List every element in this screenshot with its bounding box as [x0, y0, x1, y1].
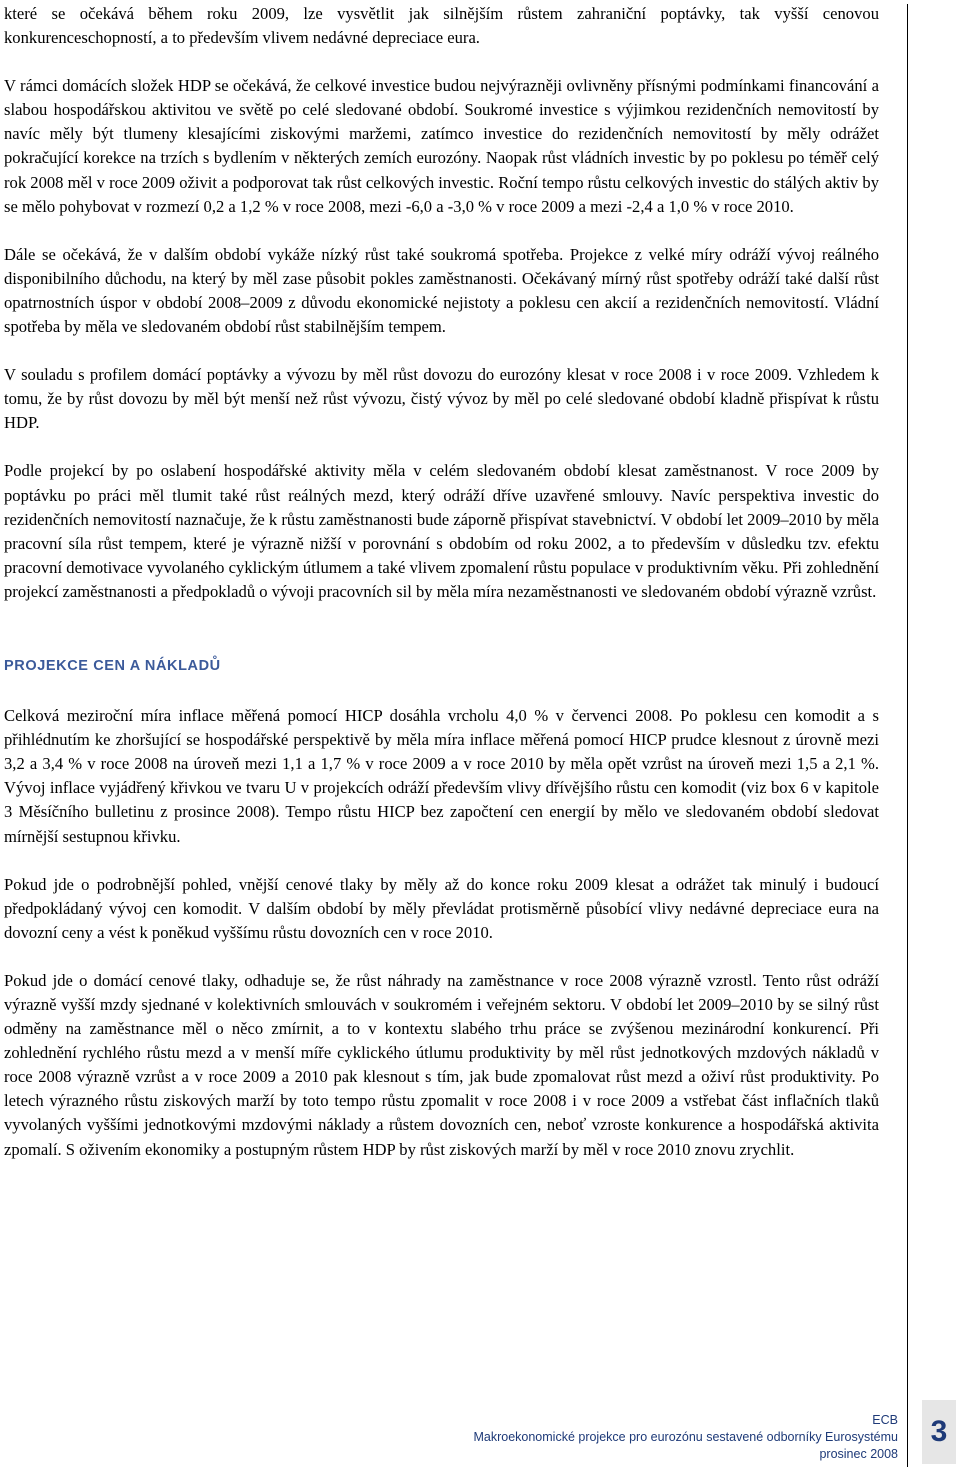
paragraph-inflation: Celková meziroční míra inflace měřená pomocí HICP dosáhla vrcholu 4,0 % v červenci 2008. Po poklesu cen komodit a s přihlédnutím ke zhoršující se hospodářské perspektivě by měla míra inflace měřená pomocí HICP prudce klesnout z úrovně mezi 3,2 a 3,4 % v roce 2008 na úroveň mezi 1,1 a 1,7 % v roce 2009 a v roce 2010 by měla opět vzrůst na úroveň mezi 1,5 a 2,1 %. Vývoj inflace vyjádřený křivkou ve tvaru U v projekcích odráží především vlivy dřívějšího růstu cen komodit (viz box 6 v kapitole 3 Měsíčního bulletinu z prosince 2008). Tempo růstu HICP bez započtení cen energií by mělo ve sledovaném období sledovat mírnější sestupnou křivku.	[4, 706, 879, 846]
page-footer	[473, 1412, 898, 1463]
footer-date: prosinec 2008	[819, 1447, 898, 1461]
paragraph-imports: V souladu s profilem domácí poptávky a vývozu by měl růst dovozu do eurozóny klesat v roce 2008 i v roce 2009. Vzhledem k tomu, že by růst dovozu by měl být menší než růst vývozu, čistý vývoz by měl po celé sledované období kladně přispívat k růstu HDP.	[4, 365, 879, 433]
paragraph-export-outlook: které se očekává během roku 2009, lze vysvětlit jak silnějším růstem zahraniční poptávky, tak vyšší cenovou konkurenceschopností, a to především vlivem nedávné depreciace eura.	[4, 4, 879, 48]
paragraph-external-prices: Pokud jde o podrobnější pohled, vnější cenové tlaky by měly až do konce roku 2009 klesat a odrážet tak minulý i budoucí předpokládaný vývoj cen komodit. V dalším období by měly převládat protisměrně působící vlivy nedávné depreciace eura na dovozní ceny a vést k poněkud vyššímu růstu dovozních cen v roce 2010.	[4, 874, 879, 942]
section-heading: PROJEKCE CEN A NÁKLADŮ	[4, 657, 221, 674]
page-number: 3	[922, 1400, 956, 1464]
paragraph-domestic-prices: Pokud jde o domácí cenové tlaky, odhaduje se, že růst náhrady na zaměstnance v roce 2008 výrazně vzrostl. Tento růst odráží výrazně vyšší mzdy sjednané v kolektivních smlouvách v soukromém i veřejném sektoru. V období let 2009–2010 by se silný růst odměny na zaměstnance měl o něco zmírnit, a to v kontextu slabého trhu práce se zvýšenou mezinárodní konkurencí. Při zohlednění rychlého růstu mezd a v menší míře cyklického útlumu produktivity by měl růst jednotkových mzdových nákladů v roce 2008 výrazně vzrůst a v roce 2009 a 2010 pak klesnout s tím, jak bude zpomalovat růst mezd a oživí růst produktivity. Po letech výrazného růstu ziskových marží by toto tempo růstu zpomalit v roce 2008 i v roce 2009 a vstřebat část inflačních tlaků vyvolaných vyššími jednotkovými mzdovými náklady a růstem dovozních cen, neboť vzroste konkurence a hospodářská aktivita zpomalí. S oživením ekonomiky a postupným růstem HDP by růst ziskových marží by měl v roce 2010 znovu zrychlit.	[4, 970, 879, 1159]
footer-title: Makroekonomické projekce pro eurozónu sestavené odborníky Eurosystému	[473, 1430, 898, 1444]
margin-rule	[907, 4, 908, 1467]
paragraph-employment: Podle projekcí by po oslabení hospodářské aktivity měla v celém sledovaném období klesat zaměstnanost. V roce 2009 by poptávku po práci měl tlumit také růst reálných mezd, který odráží dříve uzavřené smlouvy. Navíc perspektiva investic do rezidenčních nemovitostí naznačuje, že k růstu zaměstnanosti bude záporně přispívat stavebnictví. V období let 2009–2010 by měla pracovní síla růst tempem, které je výrazně nižší v porovnání s obdobím od roku 2002, a to především v důsledku tzv. efektu pracovní demotivace vyvolaného cyklickým útlumem a také vlivem zpomalení růstu populace v produktivním věku. Při zohlednění projekcí zaměstnanosti a předpokladů o vývoji pracovních sil by měla míra nezaměstnanosti ve sledovaném období výrazně vzrůst.	[4, 461, 879, 601]
body-text	[4, 2, 879, 1186]
paragraph-consumption: Dále se očekává, že v dalším období vykáže nízký růst také soukromá spotřeba. Projekce z velké míry odráží vývoj reálného disponibilního důchodu, na který by měl zase působit pokles zaměstnanosti. Očekávaný mírný růst spotřeby odráží také další růst opatrnostních úspor v období 2008–2009 z důvodu ekonomické nejistoty a poklesu cen akcií a rezidenčních nemovitostí. Vládní spotřeba by měla ve sledovaném období růst stabilnějším tempem.	[4, 244, 879, 337]
paragraph-investment: V rámci domácích složek HDP se očekává, že celkové investice budou nejvýrazněji ovlivněny přísnými podmínkami financování a slabou hospodářskou aktivitou ve světě po celé sledované období. Soukromé investice s výjimkou rezidenčních nemovitostí by navíc měly být tlumeny klesajícími ziskovými maržemi, zatímco investice do rezidenčních nemovitostí by měly odrážet pokračující korekce na trzích s bydlením v některých zemích eurozóny. Naopak růst vládních investic by po poklesu po téměř celý rok 2008 měl v roce 2009 oživit a podporovat tak růst celkových investic. Roční tempo růstu celkových investic do stálých aktiv by se mělo pohybovat v rozmezí 0,2 a 1,2 % v roce 2008, mezi -6,0 a -3,0 % v roce 2009 a mezi -2,4 a 1,0 % v roce 2010.	[4, 76, 879, 216]
footer-org: ECB	[872, 1413, 898, 1427]
